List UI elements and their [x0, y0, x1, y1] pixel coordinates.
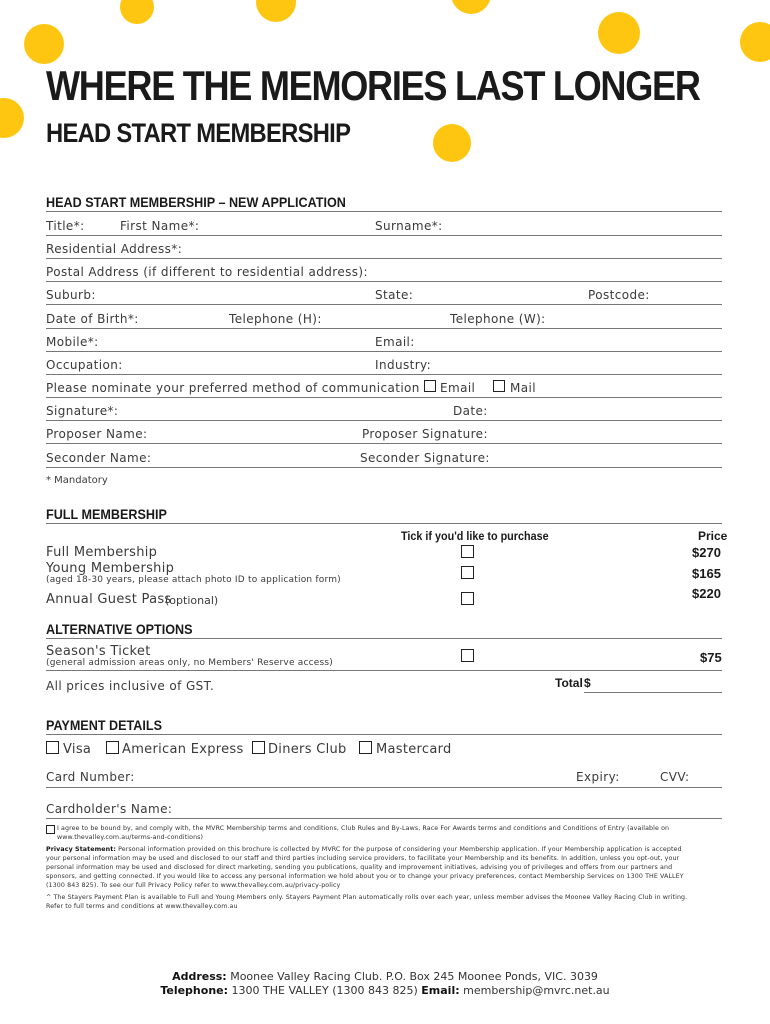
- decorative-dot: [598, 12, 640, 54]
- young-membership-checkbox[interactable]: [461, 566, 474, 579]
- seconder-name-field[interactable]: Seconder Name:: [46, 451, 152, 465]
- field-line: [46, 467, 722, 468]
- footer-telephone: 1300 THE VALLEY (1300 843 825): [231, 984, 418, 997]
- stayers-line2: Refer to full terms and conditions at www.thevalley.com.au: [46, 903, 238, 910]
- mobile-field[interactable]: Mobile*:: [46, 335, 99, 349]
- young-membership-price: $165: [692, 566, 721, 581]
- suburb-field[interactable]: Suburb:: [46, 288, 96, 302]
- telephone-work-field[interactable]: Telephone (W):: [450, 312, 546, 326]
- footer-telephone-label: Telephone:: [160, 984, 229, 997]
- mastercard-checkbox[interactable]: [359, 741, 372, 754]
- seconder-signature-field[interactable]: Seconder Signature:: [360, 451, 490, 465]
- industry-field[interactable]: Industry:: [375, 358, 432, 372]
- postcode-field[interactable]: Postcode:: [588, 288, 650, 302]
- email-field[interactable]: Email:: [375, 335, 415, 349]
- total-currency: $: [584, 676, 591, 690]
- first-name-field[interactable]: First Name*:: [120, 219, 200, 233]
- field-line: [46, 304, 722, 305]
- divider: [46, 638, 722, 639]
- title-field[interactable]: Title*:: [46, 219, 85, 233]
- agree-terms-line2: www.thevalley.com.au/terms-and-conditions): [57, 834, 204, 841]
- field-line: [46, 397, 722, 398]
- amex-label: American Express: [122, 742, 244, 757]
- occupation-field[interactable]: Occupation:: [46, 358, 123, 372]
- seasons-ticket-checkbox[interactable]: [461, 649, 474, 662]
- decorative-dot: [256, 0, 296, 22]
- divider: [46, 670, 722, 671]
- guest-pass-checkbox[interactable]: [461, 592, 474, 605]
- privacy-statement-title: Privacy Statement:: [46, 846, 116, 853]
- field-line: [46, 328, 722, 329]
- field-line: [46, 351, 722, 352]
- price-column-header: Price: [698, 529, 728, 543]
- field-line: [46, 787, 722, 788]
- mastercard-label: Mastercard: [376, 742, 452, 757]
- divider: [46, 523, 722, 524]
- decorative-dot: [740, 22, 770, 62]
- gst-note: All prices inclusive of GST.: [46, 679, 215, 693]
- full-membership-label: Full Membership: [46, 545, 158, 560]
- privacy-line2: your personal information may be used and disclosed to our staff and third parties including service providers, to facilitate your Membership and its benefits. In addition, unless you opt-out, your: [46, 855, 680, 862]
- field-line: [46, 258, 722, 259]
- privacy-line3: personal information may be used and disclosed for direct marketing, sending you publications, quality and improvement initiatives, advising you of privileges and offers from our partners and: [46, 864, 673, 871]
- visa-checkbox[interactable]: [46, 741, 59, 754]
- field-line: [46, 420, 722, 421]
- mail-checkbox[interactable]: [493, 380, 505, 392]
- cvv-field[interactable]: CVV:: [660, 770, 690, 784]
- dob-field[interactable]: Date of Birth*:: [46, 312, 139, 326]
- field-line: [46, 818, 722, 819]
- full-membership-price: $270: [692, 545, 721, 560]
- footer-address: [0, 970, 770, 983]
- residential-address-field[interactable]: Residential Address*:: [46, 242, 183, 256]
- young-membership-label: Young Membership: [46, 561, 175, 576]
- diners-club-checkbox[interactable]: [252, 741, 265, 754]
- guest-pass-price: $220: [692, 586, 721, 601]
- divider: [46, 211, 722, 212]
- footer-address-label: Address:: [172, 970, 227, 983]
- telephone-home-field[interactable]: Telephone (H):: [229, 312, 322, 326]
- cardholder-name-field[interactable]: Cardholder's Name:: [46, 802, 173, 816]
- decorative-dot: [120, 0, 154, 24]
- seasons-ticket-label: Season's Ticket: [46, 644, 151, 659]
- seasons-ticket-price: $75: [700, 650, 722, 665]
- seasons-ticket-note: (general admission areas only, no Members' Reserve access): [46, 658, 333, 668]
- mail-option-label: Mail: [510, 381, 536, 395]
- page-subtitle: HEAD START MEMBERSHIP: [46, 118, 351, 148]
- signature-field[interactable]: Signature*:: [46, 404, 119, 418]
- total-label: Total: [555, 676, 583, 690]
- decorative-dot: [451, 0, 491, 14]
- alternative-options-heading: ALTERNATIVE OPTIONS: [46, 621, 193, 637]
- proposer-signature-field[interactable]: Proposer Signature:: [362, 427, 488, 441]
- diners-club-label: Diners Club: [268, 742, 347, 757]
- stayers-line1: ^ The Stayers Payment Plan is available to Full and Young Members only. Stayers Payment Plan automatically rolls over each year, unless member advises the Moonee Valley Racing Club in writing.: [46, 894, 688, 901]
- agree-terms-line1: I agree to be bound by, and comply with, the MVRC Membership terms and conditions, Club Rules and By-Laws, Race For Awards terms and conditions and Conditions of Entry (available on: [57, 825, 670, 832]
- payment-details-heading: PAYMENT DETAILS: [46, 717, 162, 733]
- footer-address-text: Moonee Valley Racing Club. P.O. Box 245 Moonee Ponds, VIC. 3039: [230, 970, 598, 983]
- surname-field[interactable]: Surname*:: [375, 219, 443, 233]
- expiry-field[interactable]: Expiry:: [576, 770, 620, 784]
- visa-label: Visa: [63, 742, 92, 757]
- date-field[interactable]: Date:: [453, 404, 488, 418]
- total-input-line[interactable]: [584, 692, 722, 693]
- young-membership-note: (aged 18-30 years, please attach photo ID to application form): [46, 575, 341, 585]
- footer-contact: [0, 984, 770, 997]
- communication-label: Please nominate your preferred method of communication: [46, 381, 420, 395]
- state-field[interactable]: State:: [375, 288, 414, 302]
- email-checkbox[interactable]: [424, 380, 436, 392]
- footer-email[interactable]: membership@mvrc.net.au: [463, 984, 610, 997]
- field-line: [46, 443, 722, 444]
- proposer-name-field[interactable]: Proposer Name:: [46, 427, 148, 441]
- privacy-line5: (1300 843 825). To see our full Privacy Policy refer to www.thevalley.com.au/privacy-policy: [46, 882, 341, 889]
- agree-terms-checkbox[interactable]: [46, 825, 55, 834]
- card-number-field[interactable]: Card Number:: [46, 770, 135, 784]
- application-heading: HEAD START MEMBERSHIP – NEW APPLICATION: [46, 194, 346, 210]
- field-line: [46, 235, 722, 236]
- decorative-dot: [0, 98, 24, 138]
- privacy-line4: sponsors, and getting connected. If you would like to access any personal information we hold about you or to change your privacy preferences, contact Membership Services on 1300 THE VALLEY: [46, 873, 684, 880]
- mandatory-note: * Mandatory: [46, 475, 108, 486]
- full-membership-heading: FULL MEMBERSHIP: [46, 506, 167, 522]
- privacy-line1: Personal information provided on this brochure is collected by MVRC for the purpose of considering your Membership application. If your Membership application is accepted: [118, 846, 682, 853]
- postal-address-field[interactable]: Postal Address (if different to residential address):: [46, 265, 368, 279]
- email-option-label: Email: [440, 381, 476, 395]
- field-line: [46, 374, 722, 375]
- guest-pass-note: (optional): [165, 594, 219, 607]
- full-membership-checkbox[interactable]: [461, 545, 474, 558]
- guest-pass-label: Annual Guest Pass: [46, 592, 172, 607]
- tick-column-header: Tick if you'd like to purchase: [401, 529, 549, 543]
- divider: [46, 734, 722, 735]
- field-line: [46, 281, 722, 282]
- decorative-dot: [433, 124, 471, 162]
- page-title: WHERE THE MEMORIES LAST LONGER: [46, 62, 700, 109]
- amex-checkbox[interactable]: [106, 741, 119, 754]
- footer-email-label: Email:: [421, 984, 460, 997]
- decorative-dot: [24, 24, 64, 64]
